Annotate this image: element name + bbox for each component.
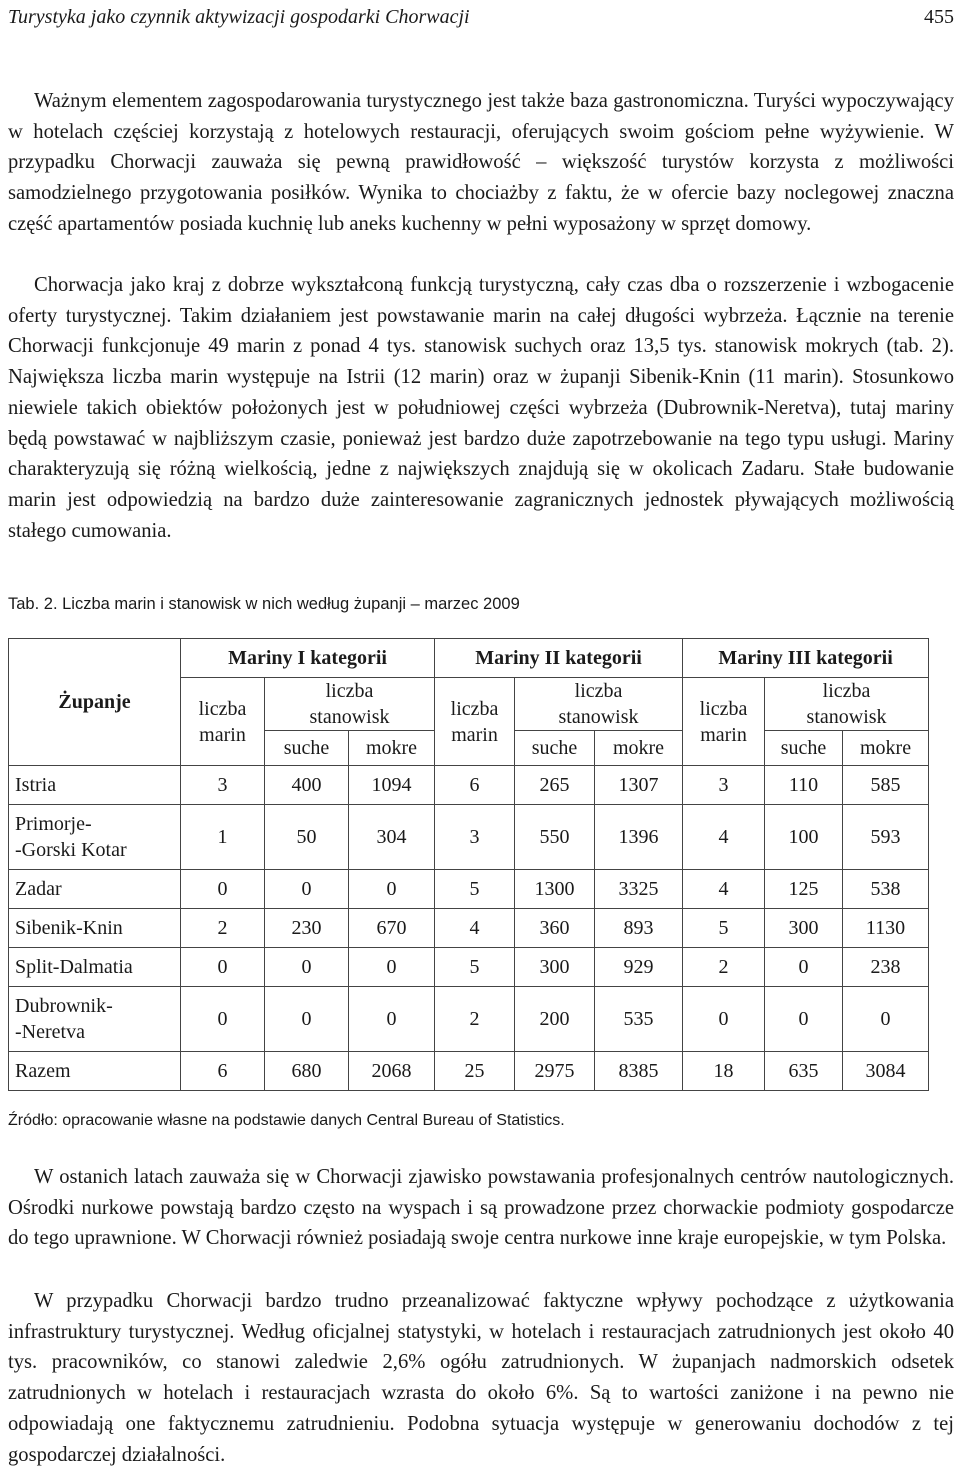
table-cell: 360 — [515, 909, 595, 948]
table-cell: 1094 — [349, 766, 435, 805]
table-cell: 2 — [435, 987, 515, 1052]
table-cell: 5 — [435, 948, 515, 987]
running-title: Turystyka jako czynnik aktywizacji gospodarki Chorwacji — [8, 6, 470, 28]
table-cell: 2 — [683, 948, 765, 987]
table-cell: 18 — [683, 1052, 765, 1091]
table-cell: 265 — [515, 766, 595, 805]
table-cell: 893 — [595, 909, 683, 948]
table-cell: 2975 — [515, 1052, 595, 1091]
table-cell: 5 — [683, 909, 765, 948]
table-cell: 0 — [683, 987, 765, 1052]
table-cell: 300 — [765, 909, 843, 948]
table-row — [9, 909, 929, 948]
table-cell: 0 — [349, 987, 435, 1052]
table-cell: 4 — [683, 870, 765, 909]
header-group-2: Mariny II kategorii — [435, 639, 683, 678]
header-liczba-stanowisk: liczba stanowisk — [515, 678, 683, 731]
paragraph-employment: W przypadku Chorwacji bardzo trudno przeanalizować faktyczne wpływy pochodzące z użytkowania infrastruktury turystycznej. Według oficjalnej statystyki, w hotelach i restauracjach zatrudnionych jest około 40 tys. pracowników, co stanowi zaledwie 2,6% ogółu zatrudnionych. W żupanjach nadmorskich odsetek zatrudnionych w hotelach i restauracjach wzrasta do około 6%. Są to wartości zaniżone i na pewno nie odpowiadają one faktycznemu zatrudnieniu. Podobna sytuacja występuje w generowaniu dochodów z tej gospodarczej działalności. — [8, 1290, 954, 1466]
table-cell: 0 — [181, 870, 265, 909]
header-liczba-marin: liczba marin — [435, 678, 515, 766]
table-cell: 110 — [765, 766, 843, 805]
table-cell: 0 — [265, 987, 349, 1052]
table-cell: 4 — [683, 805, 765, 870]
table-cell: 593 — [843, 805, 929, 870]
table-cell: 1396 — [595, 805, 683, 870]
table-cell: 4 — [435, 909, 515, 948]
table-cell: 6 — [435, 766, 515, 805]
table-cell: 400 — [265, 766, 349, 805]
table-cell: 25 — [435, 1052, 515, 1091]
table-cell: 50 — [265, 805, 349, 870]
header-suche: suche — [765, 731, 843, 766]
table-row — [9, 948, 929, 987]
marinas-table — [8, 638, 929, 1091]
table-cell: 2 — [181, 909, 265, 948]
header-mokre: mokre — [349, 731, 435, 766]
table-cell: 0 — [843, 987, 929, 1052]
table-cell: 670 — [349, 909, 435, 948]
table-cell: 0 — [765, 987, 843, 1052]
table-cell: 535 — [595, 987, 683, 1052]
table-caption: Tab. 2. Liczba marin i stanowisk w nich według żupanji – marzec 2009 — [8, 595, 520, 613]
table-cell: 0 — [349, 948, 435, 987]
header-suche: suche — [515, 731, 595, 766]
table-cell: 5 — [435, 870, 515, 909]
header-liczba-marin: liczba marin — [181, 678, 265, 766]
zupanja-name: Sibenik-Knin — [9, 909, 181, 948]
table-cell: 550 — [515, 805, 595, 870]
table-row — [9, 766, 929, 805]
table-cell: 1130 — [843, 909, 929, 948]
table-cell: 3084 — [843, 1052, 929, 1091]
paragraph-diving: W ostanich latach zauważa się w Chorwacji zjawisko powstawania profesjonalnych centrów nautologicznych. Ośrodki nurkowe powstają bardzo często na wyspach i są prowadzone przez chorwackie podmioty gospodarcze do tego uprawnione. W Chorwacji również posiadają swoje centra nurkowe inne kraje europejskie, w tym Polska. — [8, 1166, 954, 1250]
page-number: 455 — [924, 6, 954, 28]
table-cell: 680 — [265, 1052, 349, 1091]
table-cell: 8385 — [595, 1052, 683, 1091]
table-cell: 929 — [595, 948, 683, 987]
header-mokre: mokre — [843, 731, 929, 766]
table-cell: 3 — [181, 766, 265, 805]
header-group-3: Mariny III kategorii — [683, 639, 929, 678]
table-cell: 200 — [515, 987, 595, 1052]
table-cell: 0 — [265, 948, 349, 987]
header-suche: suche — [265, 731, 349, 766]
header-group-1: Mariny I kategorii — [181, 639, 435, 678]
zupanja-name: Istria — [9, 766, 181, 805]
table-cell: 3 — [435, 805, 515, 870]
table-cell: 6 — [181, 1052, 265, 1091]
table-cell: 125 — [765, 870, 843, 909]
table-cell: 3325 — [595, 870, 683, 909]
table-cell: 585 — [843, 766, 929, 805]
header-liczba-stanowisk: liczba stanowisk — [265, 678, 435, 731]
table-cell: 304 — [349, 805, 435, 870]
paragraph-marinas: Chorwacja jako kraj z dobrze wykształconą funkcją turystyczną, cały czas dba o rozszerzenie i wzbogacenie oferty turystycznej. Takim działaniem jest powstawanie marin na całej długości wybrzeża. Łącznie na terenie Chorwacji funkcjonuje 49 marin z ponad 4 tys. stanowisk suchych oraz 13,5 tys. stanowisk mokrych (tab. 2). Największa liczba marin występuje na Istrii (12 marin) oraz w żupanji Sibenik-Knin (11 marin). Stosunkowo niewiele takich obiektów położonych jest w południowej części wybrzeża (Dubrownik-Neretva), tutaj mariny będą powstawać w najbliższym czasie, ponieważ jest bardzo duże zapotrzebowanie na tego typu usługi. Mariny charakteryzują się różną wielkością, jedne z największych znajdują się w okolicach Zadaru. Stałe budowanie marin jest odpowiedzią na bardzo duże zainteresowanie zagranicznych jednostek pływających możliwością stałego cumowania. — [8, 274, 954, 542]
zupanja-name: Dubrownik- -Neretva — [9, 987, 181, 1052]
zupanja-name: Razem — [9, 1052, 181, 1091]
table-row — [9, 1052, 929, 1091]
table-row — [9, 987, 929, 1052]
table-body — [9, 766, 929, 1091]
header-mokre: mokre — [595, 731, 683, 766]
table-row — [9, 805, 929, 870]
table-cell: 0 — [181, 987, 265, 1052]
paragraph-gastronomy: Ważnym elementem zagospodarowania turystycznego jest także baza gastronomiczna. Turyści wypoczywający w hotelach częściej korzystają z hotelowych restauracji, oferujących swoim gościom pełne wyżywienie. W przypadku Chorwacji zauważa się pewną prawidłowość – większość turystów korzysta z możliwości samodzielnego przygotowania posiłków. Wynika to chociażby z faktu, że w ofercie bazy noclegowej znaczna część apartamentów posiada kuchnię lub aneks kuchenny w pełni wyposażony w sprzęt domowy. — [8, 90, 954, 235]
header-liczba-marin: liczba marin — [683, 678, 765, 766]
running-head — [8, 4, 954, 34]
table-cell: 0 — [349, 870, 435, 909]
table-cell: 3 — [683, 766, 765, 805]
table-cell: 635 — [765, 1052, 843, 1091]
zupanja-name: Primorje- -Gorski Kotar — [9, 805, 181, 870]
table-cell: 2068 — [349, 1052, 435, 1091]
table-cell: 100 — [765, 805, 843, 870]
table-cell: 300 — [515, 948, 595, 987]
table-source: Źródło: opracowanie własne na podstawie danych Central Bureau of Statistics. — [8, 1112, 565, 1129]
table-cell: 1 — [181, 805, 265, 870]
table-cell: 538 — [843, 870, 929, 909]
header-zupanje: Żupanje — [9, 639, 181, 766]
table-cell: 0 — [765, 948, 843, 987]
zupanja-name: Zadar — [9, 870, 181, 909]
table-cell: 0 — [181, 948, 265, 987]
zupanja-name: Split-Dalmatia — [9, 948, 181, 987]
table-cell: 1307 — [595, 766, 683, 805]
header-liczba-stanowisk: liczba stanowisk — [765, 678, 929, 731]
table-cell: 238 — [843, 948, 929, 987]
table-cell: 1300 — [515, 870, 595, 909]
table-cell: 230 — [265, 909, 349, 948]
table-row — [9, 870, 929, 909]
table-header-row — [9, 639, 929, 678]
table-cell: 0 — [265, 870, 349, 909]
